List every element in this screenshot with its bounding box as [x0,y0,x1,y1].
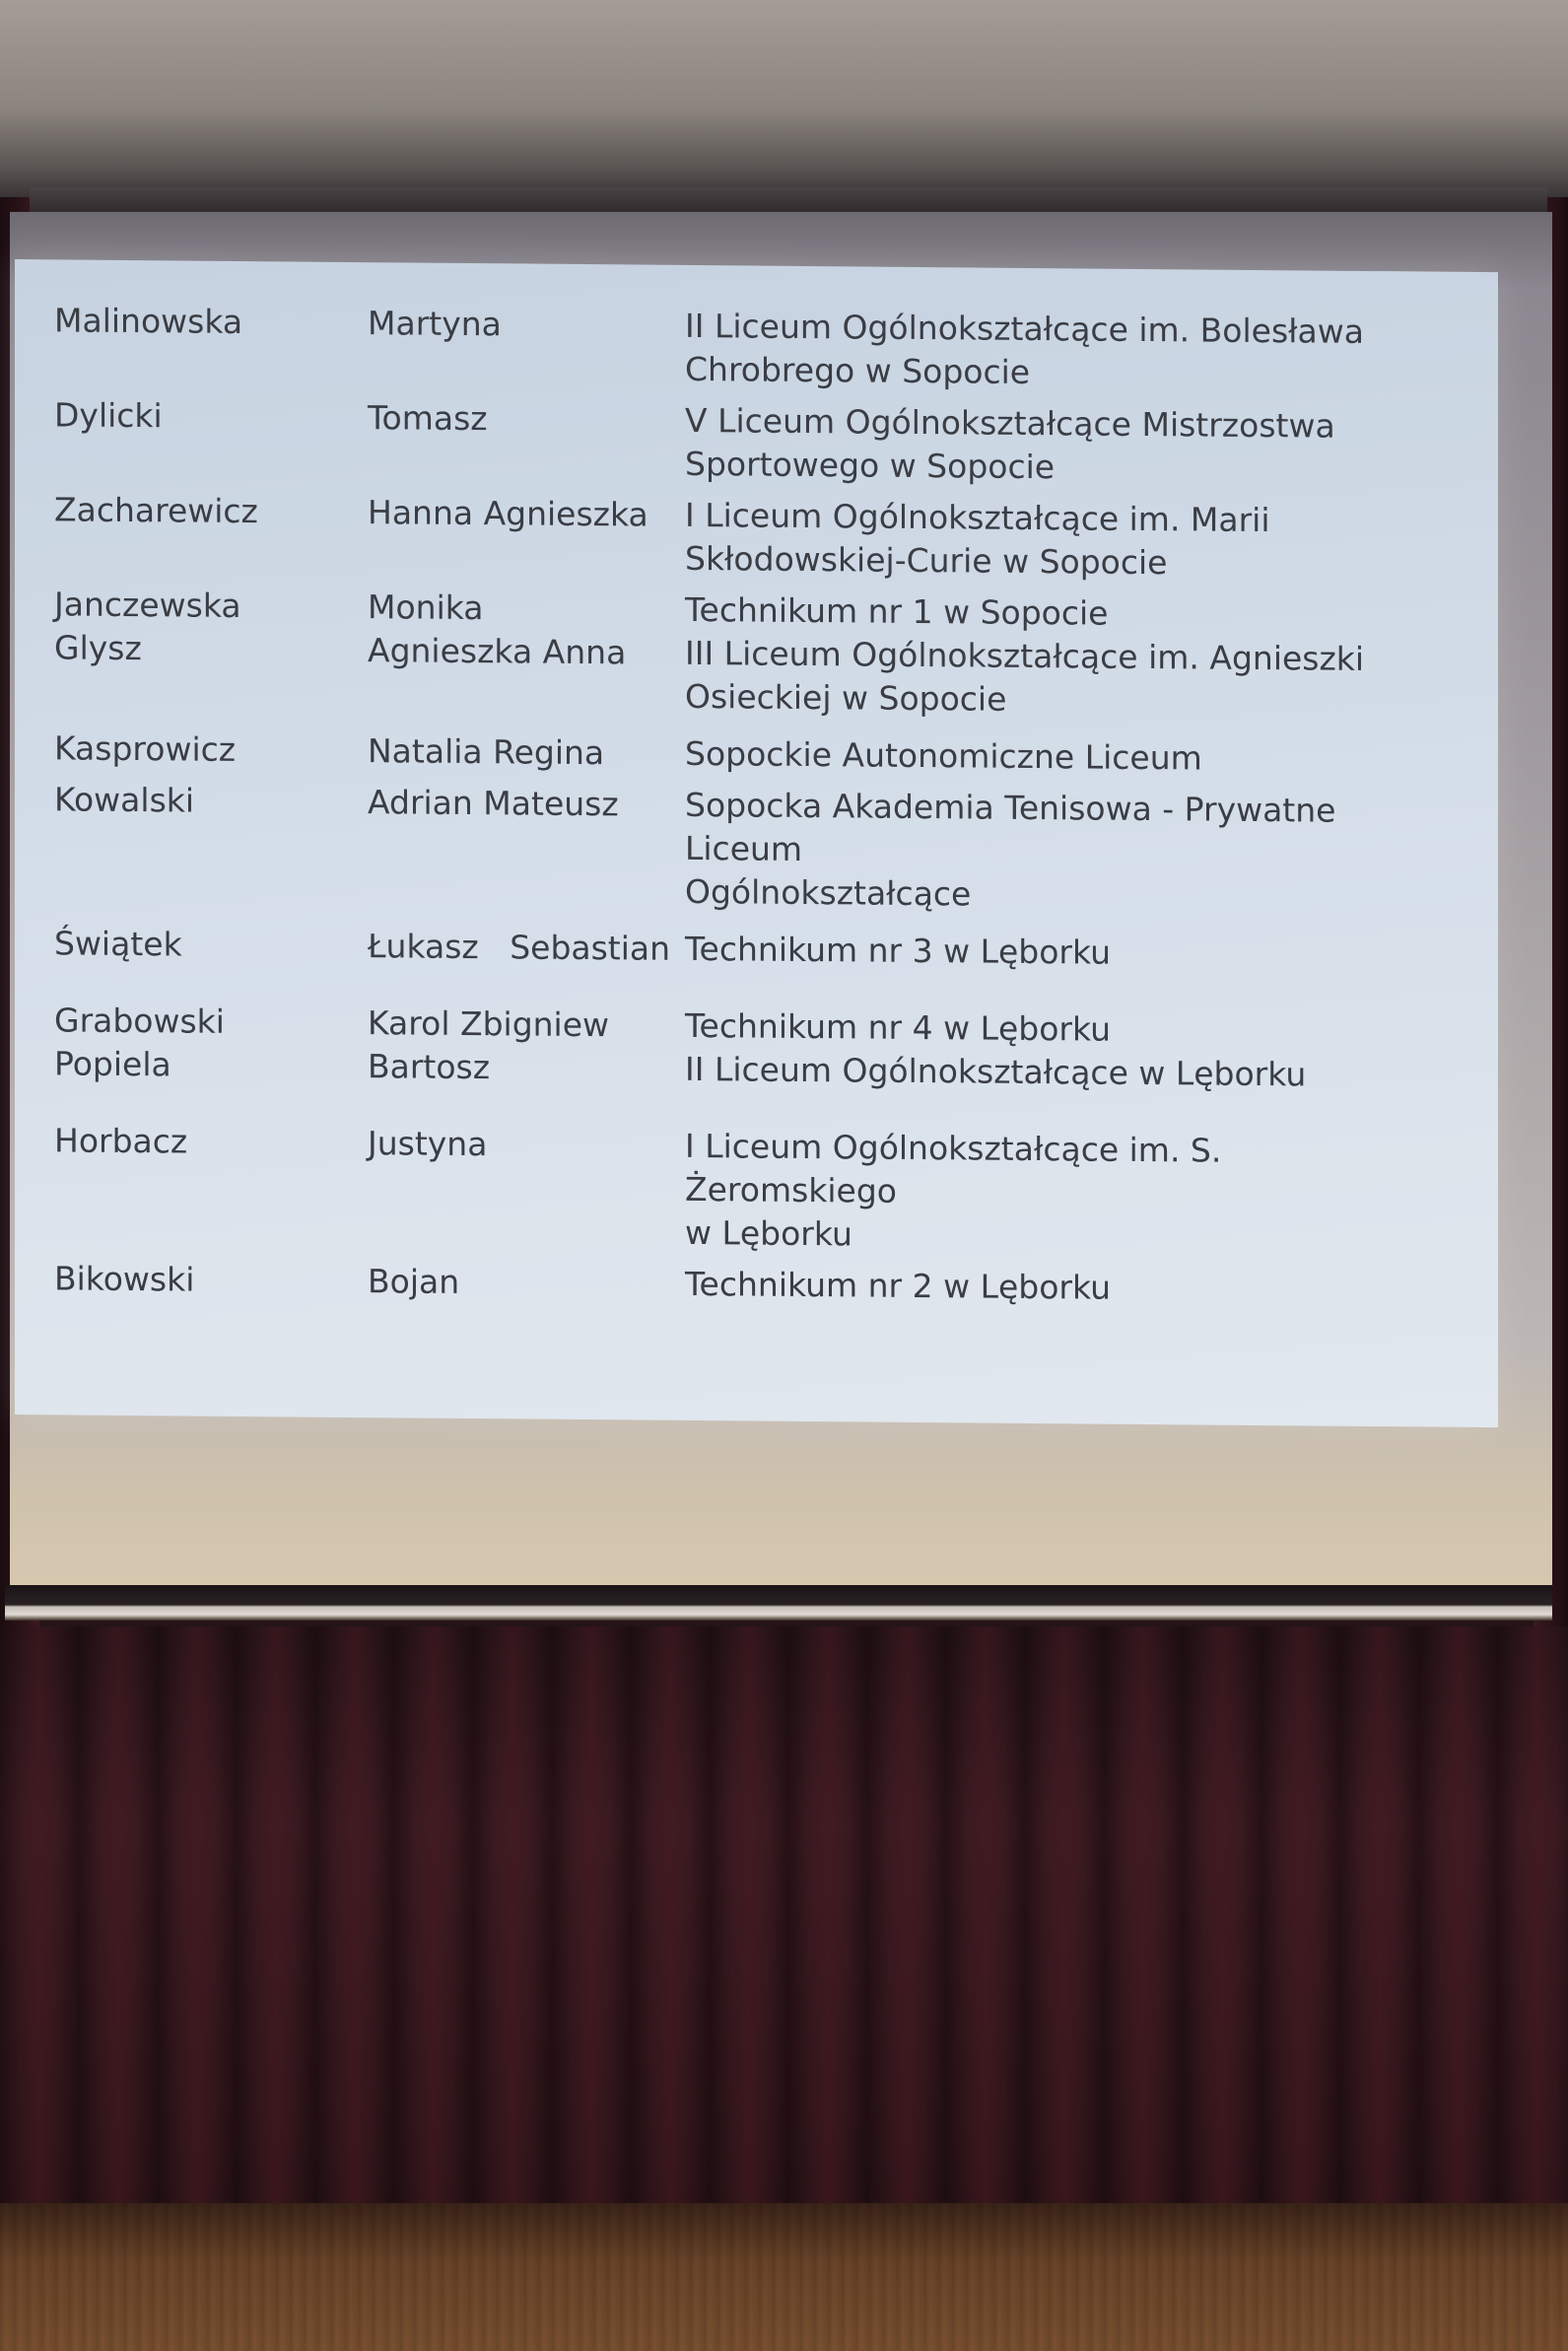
school-cell [685,732,1434,783]
surname-cell: Bikowski [54,1259,195,1299]
school-line: II Liceum Ogólnokształcące w Lęborku [685,1049,1307,1094]
surname-cell: Popiela [54,1044,171,1084]
school-cell [685,305,1434,398]
school-line: III Liceum Ogólnokształcące im. Agnieszki [685,633,1365,678]
table-row [54,626,1473,726]
school-line: Technikum nr 4 w Lęborku [685,1005,1111,1049]
school-cell [685,1048,1434,1098]
table-row [54,726,1473,783]
surname-cell: Zacharewicz [54,490,258,531]
school-cell [685,784,1434,921]
school-line: II Liceum Ogólnokształcące im. Bolesława [685,306,1364,351]
table-row [54,922,1473,978]
screen-bottom-bar [5,1585,1552,1621]
name-cell: Agnieszka Anna [368,631,627,672]
school-line: w Lęborku [685,1212,852,1254]
student-table [54,299,1473,1313]
school-line: Sopockie Autonomiczne Liceum [685,733,1202,778]
table-row [54,393,1473,493]
name-cell: Łukasz Sebastian [368,927,671,968]
name-cell: Tomasz [368,398,488,439]
school-line: Technikum nr 3 w Lęborku [685,929,1111,972]
surname-cell: Kowalski [54,780,195,820]
school-line: Sopocka Akademia Tenisowa - Prywatne Liceum [685,785,1336,868]
table-row [54,488,1473,588]
school-line: I Liceum Ogólnokształcące im. S. Żeromskiego [685,1126,1222,1210]
school-cell [685,928,1434,978]
name-cell: Monika [368,588,484,628]
name-cell: Bojan [368,1262,460,1301]
surname-cell: Dylicki [54,395,163,436]
school-line: Chrobrego w Sopocie [685,349,1031,391]
school-cell [685,494,1434,588]
name-cell: Hanna Agnieszka [368,493,648,534]
name-cell: Karol Zbigniew [368,1003,610,1045]
school-line: V Liceum Ogólnokształcące Mistrzostwa [685,400,1335,446]
school-line: Osieckiej w Sopocie [685,676,1007,719]
stage-floor [0,2203,1568,2351]
name-cell: Natalia Regina [368,731,605,773]
school-cell [685,588,1434,639]
surname-cell: Horbacz [54,1121,188,1161]
surname-cell: Świątek [54,924,182,964]
school-line: Skłodowskiej-Curie w Sopocie [685,538,1168,583]
name-cell: Justyna [368,1124,488,1164]
school-cell [685,632,1434,726]
name-cell: Bartosz [368,1047,491,1087]
school-line: Ogólnokształcące [685,871,972,914]
surname-cell: Kasprowicz [54,728,237,769]
school-line: Technikum nr 2 w Lęborku [685,1264,1111,1307]
table-row [54,1257,1473,1313]
table-row [54,1119,1473,1262]
table-row [54,778,1473,921]
projected-slide [15,259,1498,1427]
name-cell: Martyna [368,304,502,344]
name-cell: Adrian Mateusz [368,783,619,824]
school-cell [685,1004,1434,1055]
ceiling [0,0,1568,197]
school-cell [685,1263,1434,1313]
school-line: Sportowego w Sopocie [685,444,1056,487]
school-cell [685,399,1434,493]
table-row [54,299,1473,398]
surname-cell: Janczewska [54,585,241,626]
school-cell [685,1125,1434,1262]
school-line: Technikum nr 1 w Sopocie [685,589,1109,633]
stage-curtain [0,1626,1568,2203]
surname-cell: Grabowski [54,1001,225,1041]
surname-cell: Glysz [54,628,142,668]
school-line: I Liceum Ogólnokształcące im. Marii [685,495,1270,540]
surname-cell: Malinowska [54,301,243,342]
